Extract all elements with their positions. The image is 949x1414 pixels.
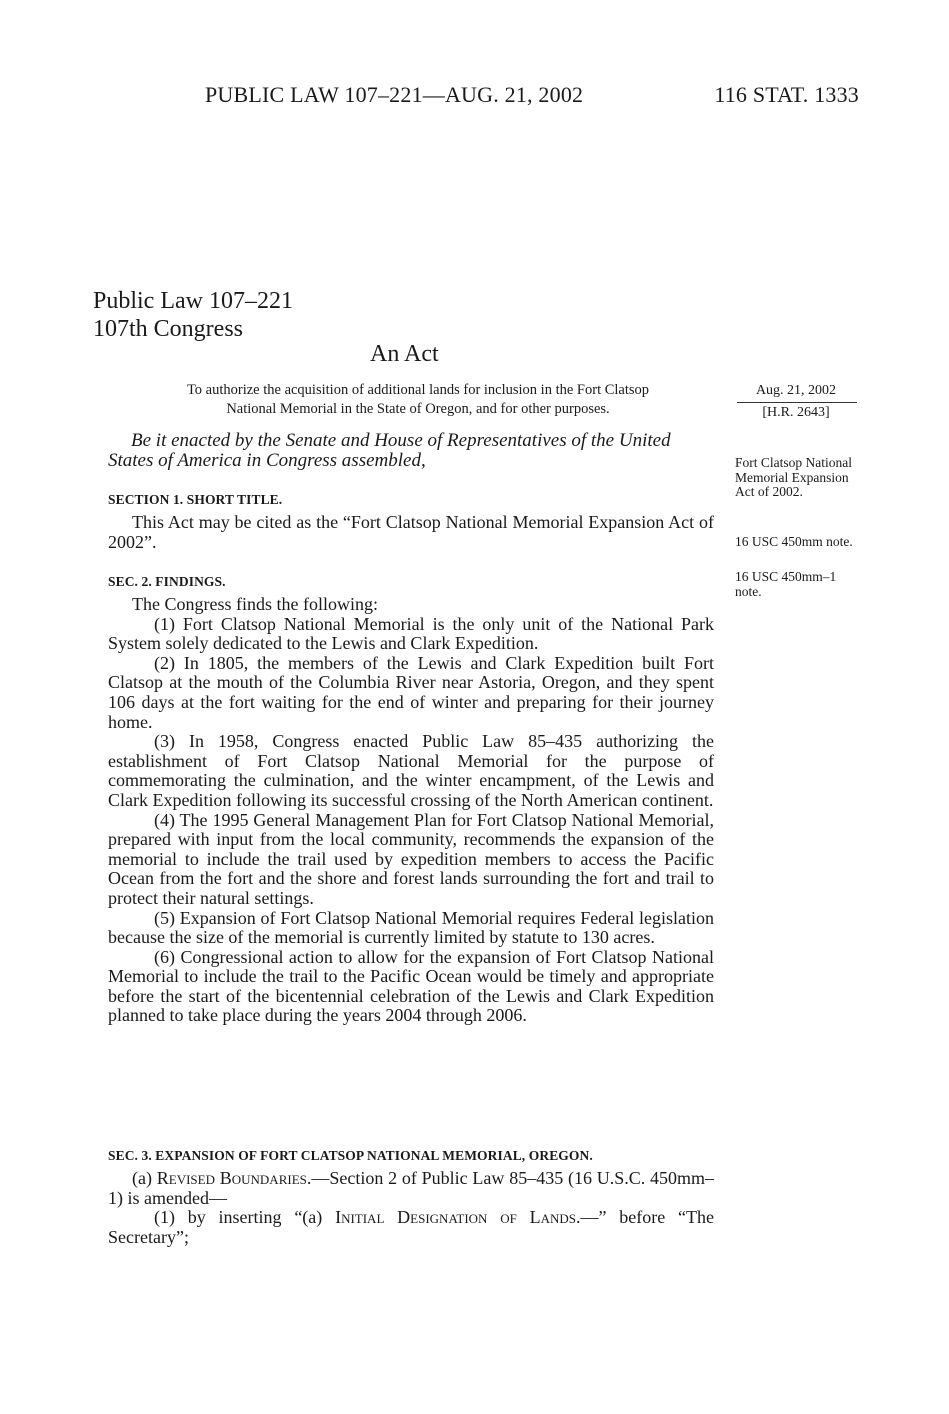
enactment-date: Aug. 21, 2002 (755, 383, 837, 398)
subsection-a-caption: Revised Boundaries. (156, 1168, 312, 1188)
amendment-item-1-prefix: (1) by inserting “(a) (154, 1207, 336, 1228)
enacting-clause: Be it enacted by the Senate and House of Representatives of the United States of America in Congress assembled, (108, 430, 671, 471)
finding-item: (6) Congressional action to allow for the expansion of Fort Clatsop National Memorial to include the trail to the Pacific Ocean would be timely and appropriate before the start of the bicentennial celebration of the Lewis and Clark Expedition planned to take place during the years 2004 through 2006. (108, 946, 714, 1026)
purpose-statement (108, 381, 728, 419)
margin-note-usc-note: 16 USC 450mm note. (735, 534, 853, 549)
finding-item: (3) In 1958, Congress enacted Public Law 85–435 authorizing the establishment of Fort Clatsop National Memorial for the purpose of commemorating the culmination, and the winter encampment, of the Lewis and Clark Expedition following its successful crossing of the North American continent. (108, 731, 714, 810)
bill-number: [H.R. 2643] (762, 405, 830, 420)
short-title-text: This Act may be cited as the “Fort Clatsop National Memorial Expansion Act of 2002”. (108, 512, 714, 552)
subsection-a (108, 1169, 714, 1208)
finding-item: (4) The 1995 General Management Plan for Fort Clatsop National Memorial, prepared with input from the local community, recommends the expansion of the memorial to include the trail used by expedition members to access the Pacific Ocean from the fort and the shore and forest lands surrounding the fort and trail to protect their natural settings. (108, 809, 714, 908)
amendment-item-1-suffix: —” before “The Secretary”; (108, 1207, 715, 1247)
law-number: Public Law 107–221 (93, 288, 293, 314)
purpose-line-1: To authorize the acquisition of additional lands for inclusion in the Fort Clatsop (186, 382, 650, 398)
margin-note-short-title: Fort Clatsop National Memorial Expansion Act of 2002. (735, 455, 852, 499)
amendment-item-1 (108, 1208, 714, 1247)
margin-note-usc-findings: 16 USC 450mm–1 note. (735, 569, 837, 599)
finding-item: (1) Fort Clatsop National Memorial is the only unit of the National Park System solely dedicated to the Lewis and Clark Expedition. (108, 613, 714, 654)
findings-intro: The Congress finds the following: (132, 594, 378, 614)
running-header-page: 116 STAT. 1333 (714, 82, 859, 107)
subsection-a-text: —Section 2 of Public Law 85–435 (16 U.S.C. 450mm–1) is amended— (108, 1168, 715, 1208)
section-2-heading: SEC. 2. FINDINGS. (108, 574, 226, 589)
finding-item: (5) Expansion of Fort Clatsop National Memorial requires Federal legislation because the size of the memorial is currently limited by statute to 130 acres. (108, 907, 714, 948)
subsection-a-label: (a) (132, 1168, 157, 1188)
purpose-line-2: National Memorial in the State of Oregon, and for other purposes. (226, 401, 610, 417)
congress-number: 107th Congress (93, 316, 243, 342)
date-divider (737, 402, 857, 403)
section-3-heading: SEC. 3. EXPANSION OF FORT CLATSOP NATIONAL MEMORIAL, OREGON. (108, 1148, 593, 1163)
section-2-body (108, 595, 714, 1026)
section-3-body (108, 1169, 714, 1247)
section-1-heading: SECTION 1. SHORT TITLE. (108, 492, 283, 507)
finding-item: (2) In 1805, the members of the Lewis and Clark Expedition built Fort Clatsop at the mouth of the Columbia River near Astoria, Oregon, and they spent 106 days at the fort waiting for the end of winter and preparing for their journey home. (108, 652, 714, 732)
running-header-citation: PUBLIC LAW 107–221—AUG. 21, 2002 (205, 82, 584, 107)
act-heading: An Act (370, 341, 439, 367)
section-1-body (108, 513, 714, 552)
amendment-item-1-caption: Initial Designation of Lands. (335, 1207, 581, 1228)
